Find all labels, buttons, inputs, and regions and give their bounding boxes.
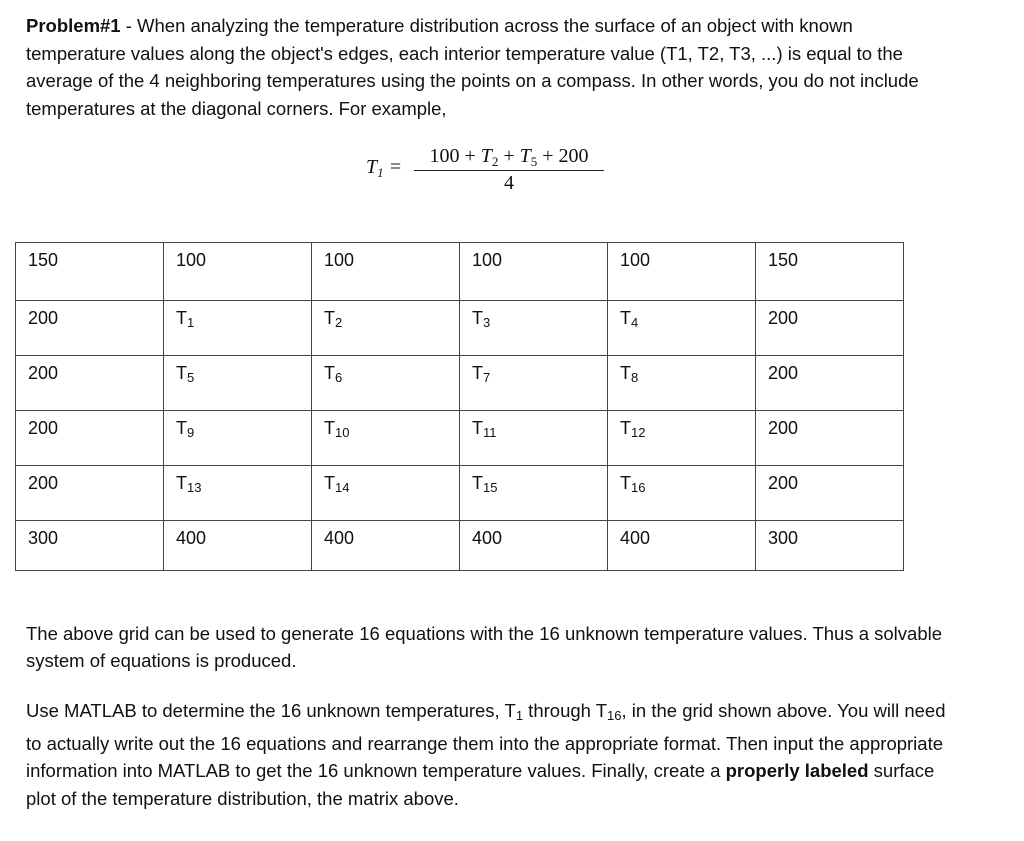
grid-cell: 200 [16, 411, 164, 466]
grid-cell: 300 [16, 521, 164, 571]
grid-cell: 400 [460, 521, 608, 571]
grid-cell: 100 [460, 243, 608, 301]
grid-cell: $T_4$ [608, 301, 756, 356]
grid-cell: $T_2$ [312, 301, 460, 356]
grid-cell: $T_{13}$ [164, 466, 312, 521]
grid-cell: $T_6$ [312, 356, 460, 411]
grid-cell: $T_5$ [164, 356, 312, 411]
equation-numerator: $100 + T_2 + T_5 + 200$ [429, 145, 589, 169]
grid-row [16, 521, 904, 571]
grid-row [16, 301, 904, 356]
grid-cell: $T_7$ [460, 356, 608, 411]
instructions-paragraph: Use MATLAB to determine the 16 unknown temperatures, $T_1$ through $T_{16}$, in the grid shown above. You will need to actually write out the 16 equations and rearrange them into the appropriate format. Then input the appropriate information into MATLAB to get the 16 unknown temperature values. Finally, create a properly labeled surface plot of the temperature distribution, the matrix above. [26, 700, 946, 809]
grid-cell: 100 [164, 243, 312, 301]
grid-cell: $T_{15}$ [460, 466, 608, 521]
problem-label: Problem#1 [26, 15, 121, 36]
grid-cell: $T_3$ [460, 301, 608, 356]
grid-cell: 200 [756, 466, 904, 521]
grid-cell: $T_{16}$ [608, 466, 756, 521]
grid-cell: $T_8$ [608, 356, 756, 411]
grid-cell: $T_{10}$ [312, 411, 460, 466]
grid-row [16, 243, 904, 301]
grid-cell: 100 [312, 243, 460, 301]
grid-cell: $T_1$ [164, 301, 312, 356]
equation-fraction [412, 142, 606, 195]
grid-row [16, 466, 904, 521]
grid-cell: 400 [312, 521, 460, 571]
grid-cell: 200 [756, 356, 904, 411]
problem-intro-paragraph [26, 12, 956, 122]
grid-cell: 200 [756, 411, 904, 466]
grid-cell: 100 [608, 243, 756, 301]
grid-cell: 300 [756, 521, 904, 571]
grid-cell: $T_{14}$ [312, 466, 460, 521]
grid-cell: $T_{12}$ [608, 411, 756, 466]
grid-row [16, 356, 904, 411]
equation-lhs: $T_1$ = [366, 156, 403, 180]
grid-cell: 200 [16, 356, 164, 411]
equation-denominator: 4 [504, 172, 514, 194]
grid-cell: 400 [608, 521, 756, 571]
grid-cell: 150 [16, 243, 164, 301]
grid-row [16, 411, 904, 466]
temperature-grid [15, 242, 904, 571]
problem-intro-text: - When analyzing the temperature distribution across the surface of an object with known temperature values along the object's edges, each interior temperature value (T1, T2, T3, ...) is equal to the average of the 4 neighboring temperatures using the points on a compass. In other words, you do not include temperatures at the diagonal corners. For example, [26, 15, 919, 119]
grid-cell: $T_9$ [164, 411, 312, 466]
properly-labeled-emphasis: properly labeled [725, 760, 869, 781]
grid-cell: 200 [16, 466, 164, 521]
grid-cell: 200 [756, 301, 904, 356]
grid-cell: 150 [756, 243, 904, 301]
grid-cell: 200 [16, 301, 164, 356]
grid-cell: 400 [164, 521, 312, 571]
system-paragraph: The above grid can be used to generate 16 equations with the 16 unknown temperature values. Thus a solvable system of equations is produced. [26, 623, 943, 671]
grid-cell: $T_{11}$ [460, 411, 608, 466]
